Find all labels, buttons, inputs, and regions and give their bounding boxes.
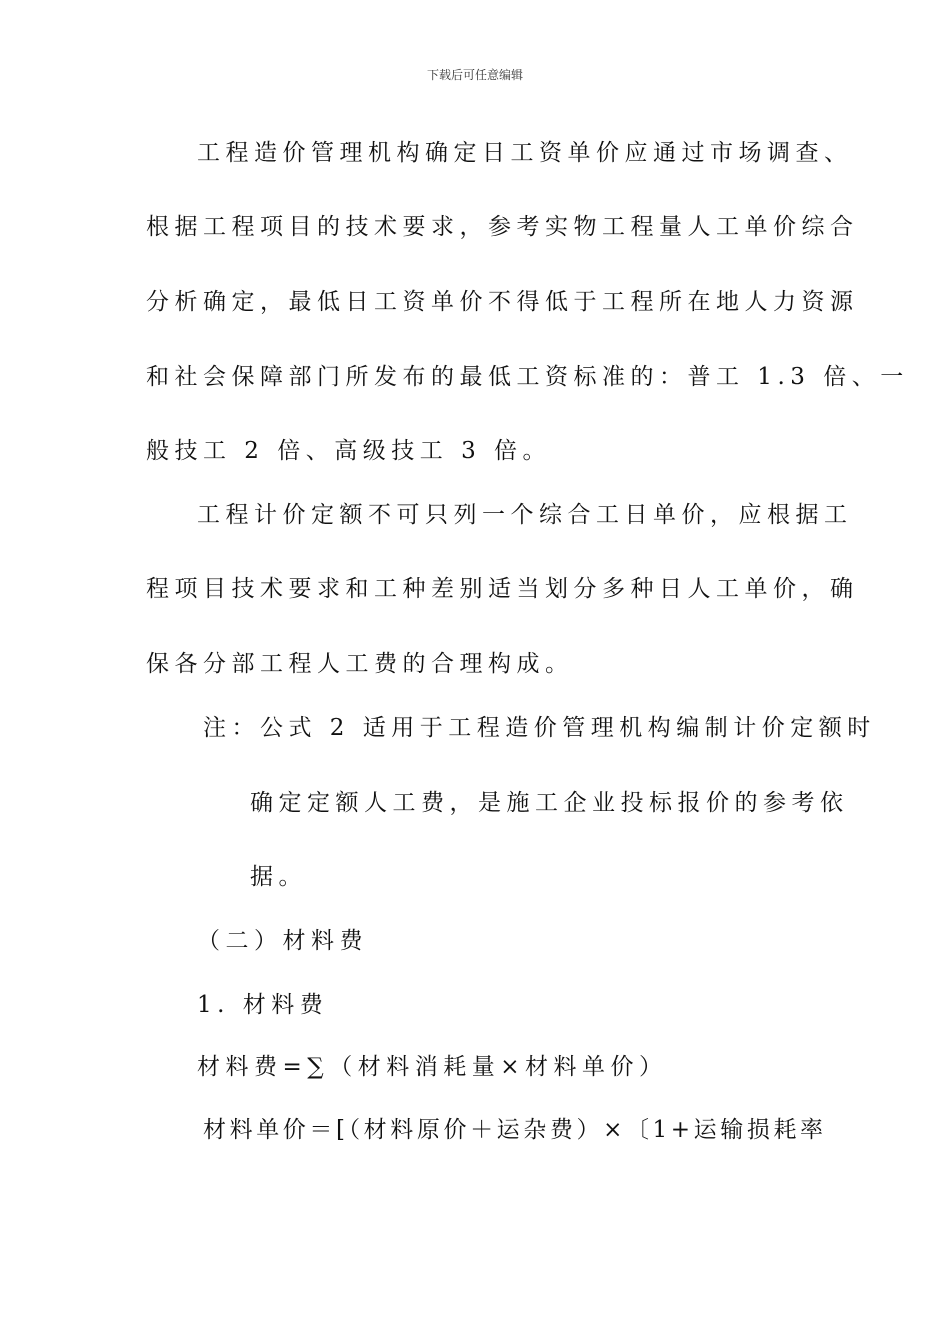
paragraph-line: 工程造价管理机构确定日工资单价应通过市场调查、 (197, 140, 853, 166)
page-header: 下载后可任意编辑 (426, 68, 523, 82)
paragraph-line: 根据工程项目的技术要求，参考实物工程量人工单价综合 (146, 214, 859, 240)
paragraph-line: 和社会保障部门所发布的最低工资标准的：普工 1.3 倍、一 (146, 364, 909, 390)
paragraph-line: 工程计价定额不可只列一个综合工日单价，应根据工 (197, 502, 853, 528)
paragraph-line: 程项目技术要求和工种差别适当划分多种日人工单价，确 (146, 576, 859, 602)
note-line: 注：公式 2 适用于工程造价管理机构编制计价定额时 (203, 715, 876, 741)
formula-line: 材料费=∑（材料消耗量×材料单价） (197, 1054, 668, 1080)
note-line: 据。 (250, 864, 307, 890)
paragraph-line: 般技工 2 倍、高级技工 3 倍。 (146, 438, 552, 464)
paragraph-line: 保各分部工程人工费的合理构成。 (146, 651, 574, 677)
paragraph-line: 分析确定，最低日工资单价不得低于工程所在地人力资源 (146, 289, 859, 315)
section-heading: （二）材料费 (197, 928, 368, 954)
note-line: 确定定额人工费，是施工企业投标报价的参考依 (250, 790, 849, 816)
formula-line: 材料单价＝[（材料原价＋运杂费）×〔1+运输损耗率 (203, 1117, 827, 1143)
subsection-heading: 1. 材料费 (197, 992, 329, 1018)
